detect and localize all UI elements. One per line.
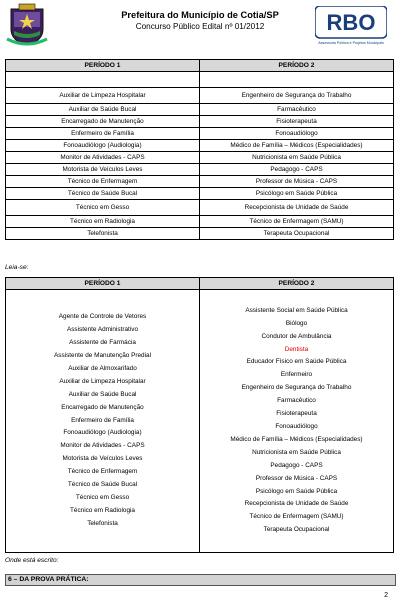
table-cell: Farmacêutico (200, 104, 394, 116)
list-item: Nutricionista em Saúde Pública (252, 448, 341, 456)
list-item: Fonoaudiólogo (275, 423, 318, 430)
table-cell: Pedagogo - CAPS (200, 164, 394, 176)
list-item: Auxiliar de Saúde Bucal (68, 390, 137, 398)
list-item: Técnico de Enfermagem (SAMU) (249, 513, 344, 521)
table-cell: Monitor de Atividades - CAPS (6, 152, 200, 164)
list-item: Assistente de Manutenção Predial (54, 352, 151, 360)
table-cell: Nutricionista em Saúde Pública (200, 152, 394, 164)
list-item: Técnico de Saúde Bucal (67, 481, 138, 489)
period2-list (200, 305, 393, 537)
table-cell: Motorista de Veículos Leves (6, 164, 200, 176)
rbo-logo-tagline: Assessoria Pública e Projetos Municipais (318, 41, 384, 45)
list-item: Médico de Família – Médicos (Especialidades) (230, 435, 363, 443)
page-header (0, 0, 400, 50)
list-item: Monitor de Atividades - CAPS (60, 442, 145, 450)
table-cell: Técnico de Enfermagem (6, 176, 200, 188)
table-cell: Engenheiro de Segurança do Trabalho (200, 88, 394, 104)
onde-esta-label: Onde está escrito: (5, 557, 59, 564)
table-cell: Psicólogo em Saúde Pública (200, 188, 394, 200)
list-item: Fisioterapeuta (276, 410, 317, 418)
list-item: Educador Físico em Saúde Pública (246, 358, 347, 366)
table-cell: Auxiliar de Limpeza Hospitalar (6, 88, 200, 104)
header-title-block (100, 10, 300, 32)
header-subtitle: Concurso Público Edital nº 01/2012 (135, 22, 265, 31)
section-heading: 6 – DA PROVA PRÁTICA: (5, 574, 396, 586)
list-item: Biólogo (285, 319, 308, 327)
table-cell: Recepcionista de Unidade de Saúde (200, 200, 394, 216)
original-periods-table (5, 59, 394, 240)
list-item: Assistente Social em Saúde Pública (245, 306, 348, 314)
list-item: Motorista de Veículos Leves (62, 455, 143, 463)
table-cell: Fonoaudiólogo (200, 128, 394, 140)
table-cell: Enfermeiro de Família (6, 128, 200, 140)
list-item: Assistente Administrativo (66, 326, 139, 334)
table-cell: Técnico de Saúde Bucal (6, 188, 200, 200)
list-item: Agente de Controle de Vetores (58, 313, 147, 321)
list-item: Técnico em Gesso (75, 493, 130, 501)
table-cell: Telefonista (6, 228, 200, 240)
list-item: Psicólogo em Saúde Pública (255, 487, 338, 495)
table-row-blank (6, 72, 200, 88)
table-cell: Técnico em Gesso (6, 200, 200, 216)
list-item: Recepcionista de Unidade de Saúde (244, 500, 349, 508)
table-cell: Fisioterapeuta (200, 116, 394, 128)
rbo-logo-text: RBO (326, 10, 376, 35)
table-cell: Terapeuta Ocupacional (200, 228, 394, 240)
list-item: Telefonista (87, 519, 118, 527)
list-item: Professor de Música - CAPS (255, 474, 338, 482)
list-item: Farmacêutico (277, 397, 316, 405)
table-cell: Técnico em Radiologia (6, 216, 200, 228)
list-item: Assistente de Farmácia (69, 339, 136, 347)
list-item: Encarregado de Manutenção (61, 403, 144, 411)
period2-cell (200, 290, 394, 553)
list-item: Técnico de Enfermagem (67, 468, 138, 476)
leia-se-label: Leia-se: (5, 264, 29, 271)
table-cell: Auxiliar de Saúde Bucal (6, 104, 200, 116)
table1-col2-header: PERÍODO 2 (200, 60, 394, 72)
list-item: Enfermeiro de Família (71, 416, 134, 424)
corrected-periods-table (5, 277, 394, 553)
period1-cell (6, 290, 200, 553)
list-item: Pedagogo - CAPS (270, 461, 323, 469)
table1-col1-header: PERÍODO 1 (6, 60, 200, 72)
period1-list (6, 311, 199, 530)
table-row-blank (200, 72, 394, 88)
rbo-logo (315, 6, 387, 46)
page-number: 2 (384, 592, 388, 599)
header-title: Prefeitura do Município de Cotia/SP (121, 10, 279, 20)
table-cell: Encarregado de Manutenção (6, 116, 200, 128)
list-item: Terapeuta Ocupacional (263, 526, 330, 534)
list-item: Condutor de Ambulância (261, 332, 332, 340)
table-cell: Fonoaudiólogo (Audiologia) (6, 140, 200, 152)
list-item: Auxiliar de Limpeza Hospitalar (59, 377, 146, 385)
municipal-crest-logo (5, 3, 49, 47)
table-cell: Professor de Música - CAPS (200, 176, 394, 188)
list-item: Auxiliar de Almoxarifado (68, 364, 137, 372)
list-item: Dentista (284, 345, 309, 353)
table2-col2-header: PERÍODO 2 (200, 278, 394, 290)
list-item: Engenheiro de Segurança do Trabalho (241, 384, 352, 392)
table2-col1-header: PERÍODO 1 (6, 278, 200, 290)
list-item: Fonoaudiólogo (Audiologia) (63, 429, 142, 437)
list-item: Técnico em Radiologia (69, 506, 135, 514)
table-cell: Médico de Família – Médicos (Especialidades) (200, 140, 394, 152)
table-cell: Técnico de Enfermagem (SAMU) (200, 216, 394, 228)
list-item: Enfermeiro (280, 371, 313, 379)
